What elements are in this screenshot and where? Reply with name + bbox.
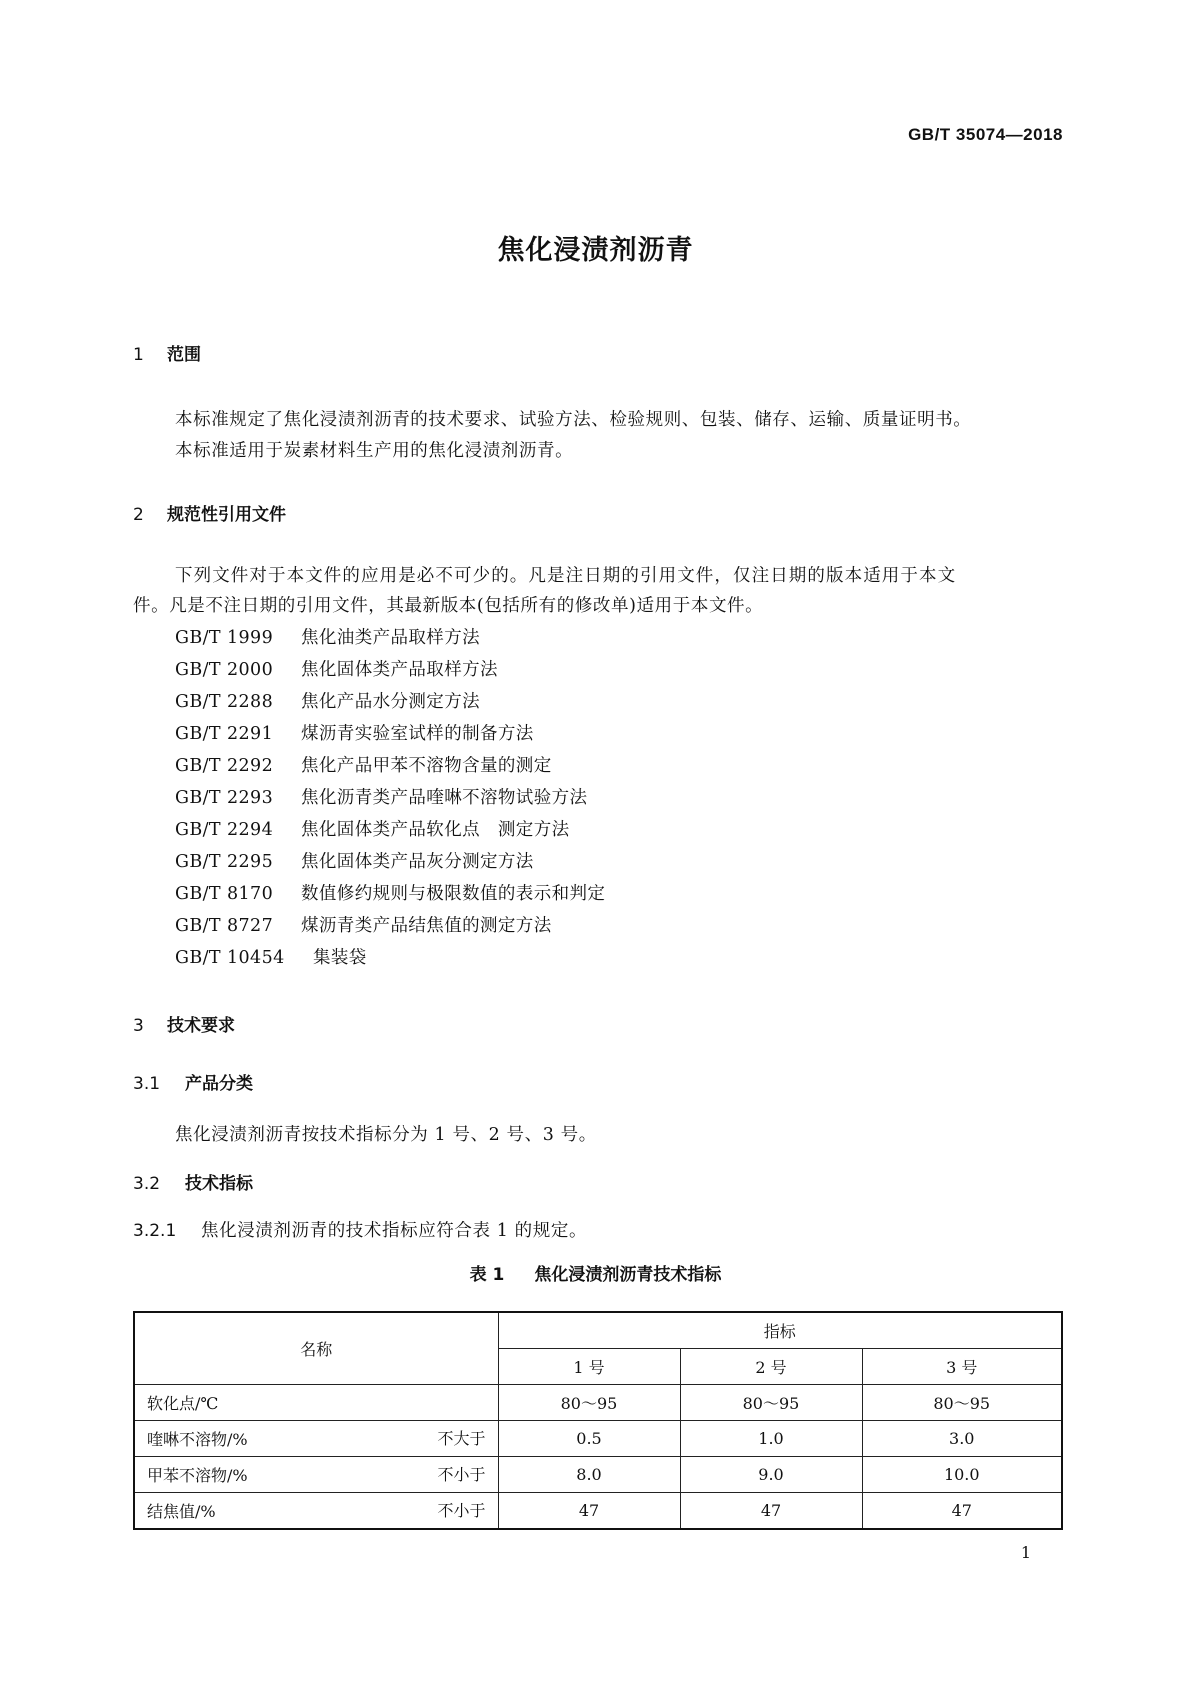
value-cell: 80～95 (862, 1385, 1062, 1421)
header-grade-cell: 3 号 (862, 1349, 1062, 1385)
row-name: 甲苯不溶物/% (147, 1466, 248, 1485)
section-3-2-heading (133, 1169, 253, 1194)
section-3-1-text: 焦化浸渍剂沥青按技术指标分为 1 号、2 号、3 号。 (175, 1125, 597, 1145)
reference-list (175, 622, 605, 974)
reference-item (175, 942, 605, 974)
reference-title: 焦化固体类产品取样方法 (301, 660, 498, 680)
row-name: 喹啉不溶物/% (147, 1430, 248, 1449)
page-number: 1 (1020, 1543, 1031, 1562)
reference-code: GB/T 2000 (175, 660, 274, 680)
reference-title: 焦化固体类产品软化点 测定方法 (301, 820, 570, 840)
reference-code: GB/T 2294 (175, 820, 274, 840)
table-row (134, 1493, 1062, 1530)
section-title: 技术要求 (167, 1016, 235, 1036)
scope-paragraph-1: 本标准规定了焦化浸渍剂沥青的技术要求、试验方法、检验规则、包装、储存、运输、质量证明书。 (175, 410, 972, 430)
reference-code: GB/T 8170 (175, 884, 274, 904)
table-row (134, 1421, 1062, 1457)
spec-table (133, 1311, 1063, 1530)
reference-item (175, 782, 605, 814)
row-name-cell (134, 1457, 498, 1493)
reference-item (175, 654, 605, 686)
table-caption-label: 表 1 (469, 1265, 505, 1285)
header-name-cell: 名称 (134, 1312, 498, 1385)
row-name-cell (134, 1385, 498, 1421)
table-row (134, 1457, 1062, 1493)
table-caption-title: 焦化浸渍剂沥青技术指标 (534, 1265, 722, 1285)
reference-code: GB/T 2291 (175, 724, 274, 744)
value-cell: 10.0 (862, 1457, 1062, 1493)
section-title: 技术指标 (185, 1174, 253, 1194)
reference-title: 焦化产品甲苯不溶物含量的测定 (301, 756, 552, 776)
section-text: 焦化浸渍剂沥青的技术指标应符合表 1 的规定。 (201, 1221, 588, 1241)
reference-item (175, 846, 605, 878)
header-group-cell: 指标 (498, 1312, 1062, 1349)
table-caption (0, 1260, 1191, 1285)
reference-code: GB/T 2295 (175, 852, 274, 872)
value-cell: 47 (498, 1493, 680, 1530)
scope-paragraph-2: 本标准适用于炭素材料生产用的焦化浸渍剂沥青。 (175, 441, 574, 461)
value-cell: 47 (680, 1493, 862, 1530)
reference-code: GB/T 2293 (175, 788, 274, 808)
reference-title: 煤沥青实验室试样的制备方法 (301, 724, 534, 744)
section-number: 3.1 (133, 1074, 161, 1094)
value-cell: 9.0 (680, 1457, 862, 1493)
section-1-heading (133, 340, 201, 365)
row-condition: 不小于 (437, 1501, 486, 1520)
section-3-heading (133, 1011, 235, 1036)
reference-title: 焦化固体类产品灰分测定方法 (301, 852, 534, 872)
reference-title: 焦化产品水分测定方法 (301, 692, 480, 712)
value-cell: 47 (862, 1493, 1062, 1530)
section-number: 1 (133, 345, 144, 365)
refs-intro-line-2: 件。凡是不注日期的引用文件，其最新版本(包括所有的修改单)适用于本文件。 (133, 596, 764, 616)
row-name: 结焦值/% (147, 1502, 216, 1521)
row-name-cell (134, 1493, 498, 1530)
header-grade-cell: 2 号 (680, 1349, 862, 1385)
reference-title: 集装袋 (313, 948, 367, 968)
reference-code: GB/T 2288 (175, 692, 274, 712)
document-title: 焦化浸渍剂沥青 (497, 235, 694, 266)
reference-item (175, 622, 605, 654)
reference-item (175, 686, 605, 718)
value-cell: 80～95 (680, 1385, 862, 1421)
value-cell: 8.0 (498, 1457, 680, 1493)
section-title: 规范性引用文件 (167, 505, 286, 525)
reference-title: 数值修约规则与极限数值的表示和判定 (301, 884, 606, 904)
row-condition: 不大于 (437, 1429, 486, 1448)
section-title: 产品分类 (185, 1074, 253, 1094)
section-number: 3.2 (133, 1174, 161, 1194)
section-number: 3.2.1 (133, 1221, 177, 1241)
section-number: 2 (133, 505, 144, 525)
section-number: 3 (133, 1016, 144, 1036)
reference-item (175, 814, 605, 846)
section-2-heading (133, 500, 286, 525)
refs-intro-line-1: 下列文件对于本文件的应用是必不可少的。凡是注日期的引用文件，仅注日期的版本适用于本文 (175, 566, 957, 586)
section-3-1-heading (133, 1069, 253, 1094)
header-grade-cell: 1 号 (498, 1349, 680, 1385)
reference-item (175, 718, 605, 750)
section-3-2-1 (133, 1217, 587, 1242)
table-row (134, 1385, 1062, 1421)
value-cell: 1.0 (680, 1421, 862, 1457)
reference-code: GB/T 8727 (175, 916, 274, 936)
row-condition: 不小于 (437, 1465, 486, 1484)
reference-item (175, 750, 605, 782)
row-name-cell (134, 1421, 498, 1457)
reference-item (175, 878, 605, 910)
value-cell: 3.0 (862, 1421, 1062, 1457)
reference-title: 煤沥青类产品结焦值的测定方法 (301, 916, 552, 936)
value-cell: 0.5 (498, 1421, 680, 1457)
reference-title: 焦化沥青类产品喹啉不溶物试验方法 (301, 788, 588, 808)
section-title: 范围 (167, 345, 201, 365)
reference-code: GB/T 10454 (175, 948, 285, 968)
reference-title: 焦化油类产品取样方法 (301, 628, 480, 648)
row-name: 软化点/℃ (147, 1394, 219, 1413)
reference-code: GB/T 2292 (175, 756, 274, 776)
reference-code: GB/T 1999 (175, 628, 274, 648)
reference-item (175, 910, 605, 942)
document-number: GB/T 35074—2018 (908, 125, 1063, 144)
value-cell: 80～95 (498, 1385, 680, 1421)
